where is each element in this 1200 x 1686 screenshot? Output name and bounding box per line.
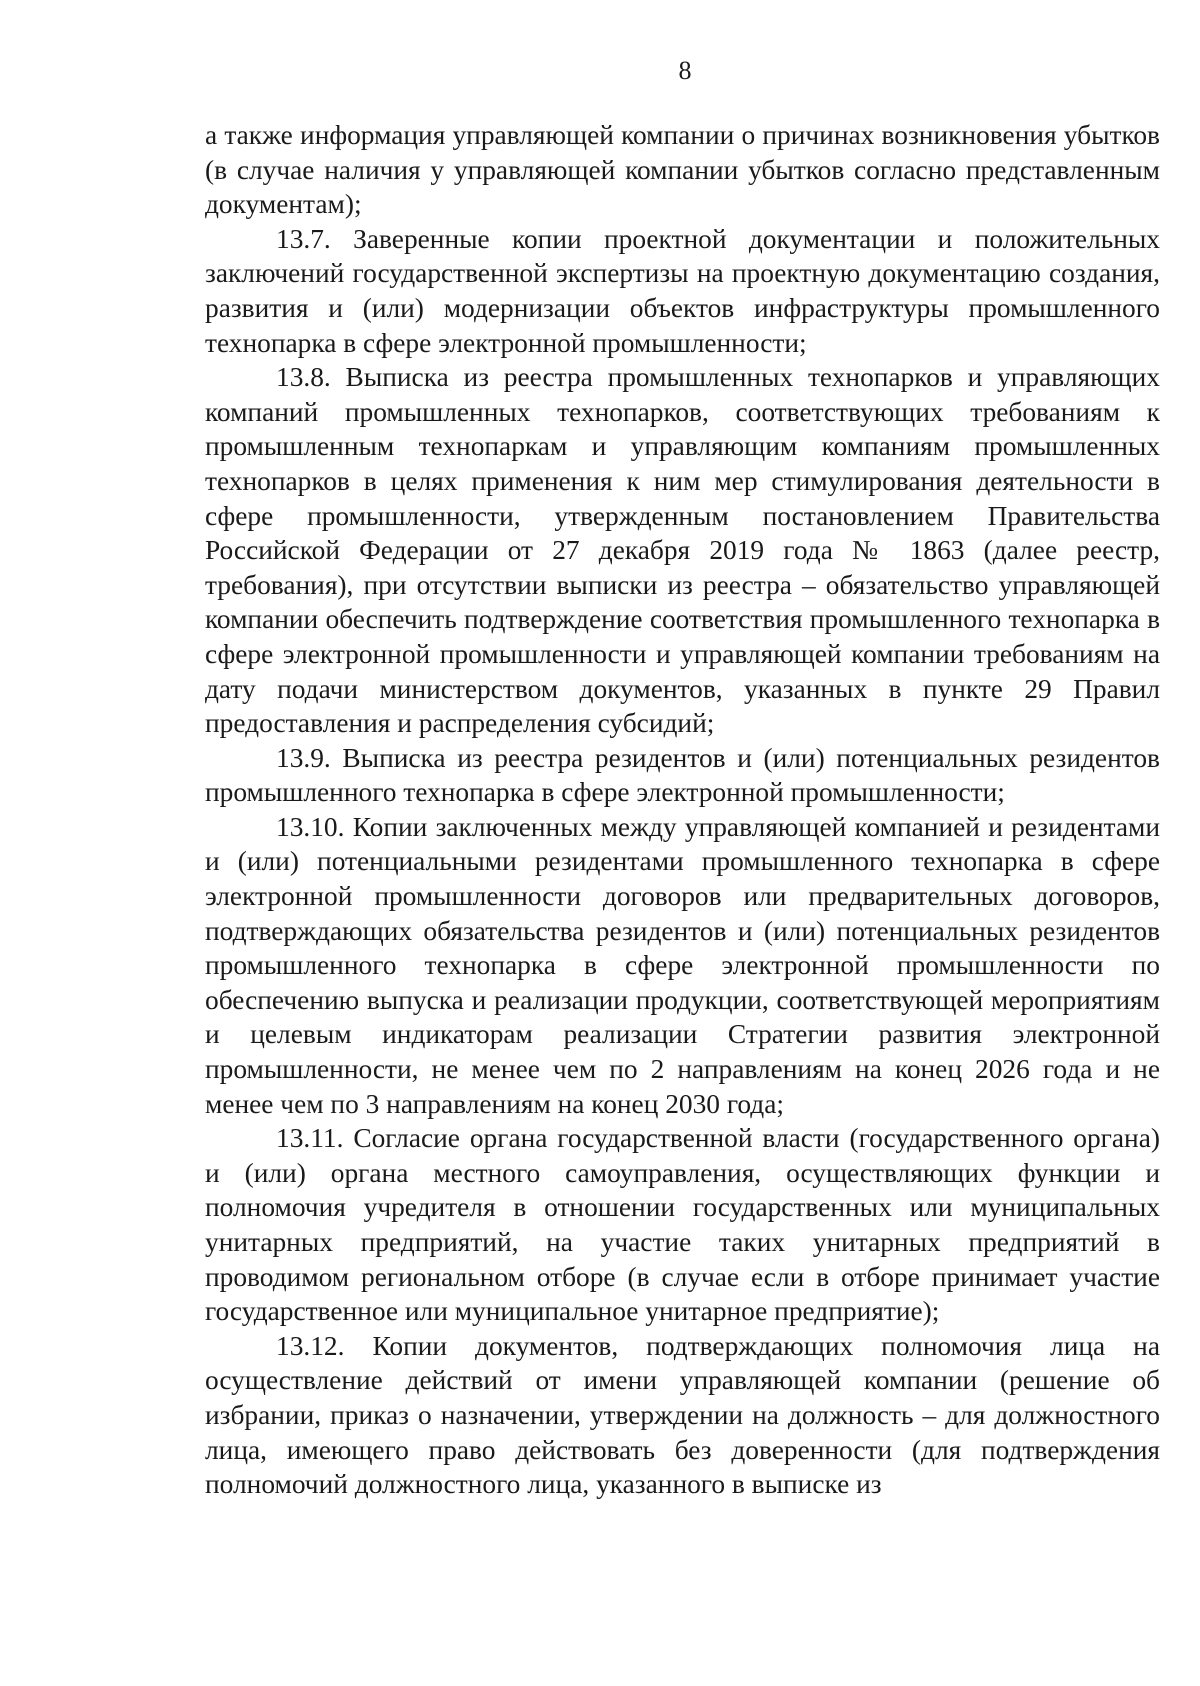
paragraph-13-7: 13.7. Заверенные копии проектной документации и положительных заключений государственной экспертизы на проектную документацию создания, развития и (или) модернизации объектов инфраструктуры промышленного технопарка в сфере электронной промышленности;: [205, 223, 1160, 358]
paragraph-13-12: 13.12. Копии документов, подтверждающих полномочия лица на осуществление действий от имени управляющей компании (решение об избрании, приказ о назначении, утверждении на должность – для должностного лица, имеющего право действовать без доверенности (для подтверждения полномочий должностного лица, указанного в выписке из: [205, 1330, 1160, 1500]
paragraph-13-11: 13.11. Согласие органа государственной власти (государственного органа) и (или) органа местного самоуправления, осуществляющих функции и полномочия учредителя в отношении государственных или муниципальных унитарных предприятий, на участие таких унитарных предприятий в проводимом региональном отборе (в случае если в отборе принимает участие государственное или муниципальное унитарное предприятие);: [205, 1123, 1160, 1327]
paragraph-13-8: 13.8. Выписка из реестра промышленных технопарков и управляющих компаний промышленных технопарков, соответствующих требованиям к промышленным технопаркам и управляющим компаниям промышленных технопарков в целях применения к ним мер стимулирования деятельности в сфере промышленности, утвержденным постановлением Правительства Российской Федерации от 27 декабря 2019 года № 1863 (далее реестр, требования), при отсутствии выписки из реестра – обязательство управляющей компании обеспечить подтверждение соответствия промышленного технопарка в сфере электронной промышленности и управляющей компании требованиям на дату подачи министерством документов, указанных в пункте 29 Правил предоставления и распределения субсидий;: [205, 362, 1160, 739]
page-number: 8: [678, 56, 692, 85]
paragraph-13-9: 13.9. Выписка из реестра резидентов и (или) потенциальных резидентов промышленного технопарка в сфере электронной промышленности;: [205, 742, 1160, 808]
document-body: [205, 118, 1160, 1502]
paragraph-13-10: 13.10. Копии заключенных между управляющей компанией и резидентами и (или) потенциальными резидентами промышленного технопарка в сфере электронной промышленности договоров или предварительных договоров, подтверждающих обязательства резидентов и (или) потенциальных резидентов промышленного технопарка в сфере электронной промышленности по обеспечению выпуска и реализации продукции, соответствующей мероприятиям и целевым индикаторам реализации Стратегии развития электронной промышленности, не менее чем по 2 направлениям на конец 2026 года и не менее чем по 3 направлениям на конец 2030 года;: [205, 811, 1160, 1119]
paragraph-continuation: а также информация управляющей компании о причинах возникновения убытков (в случае наличия у управляющей компании убытков согласно представленным документам);: [205, 120, 1160, 220]
